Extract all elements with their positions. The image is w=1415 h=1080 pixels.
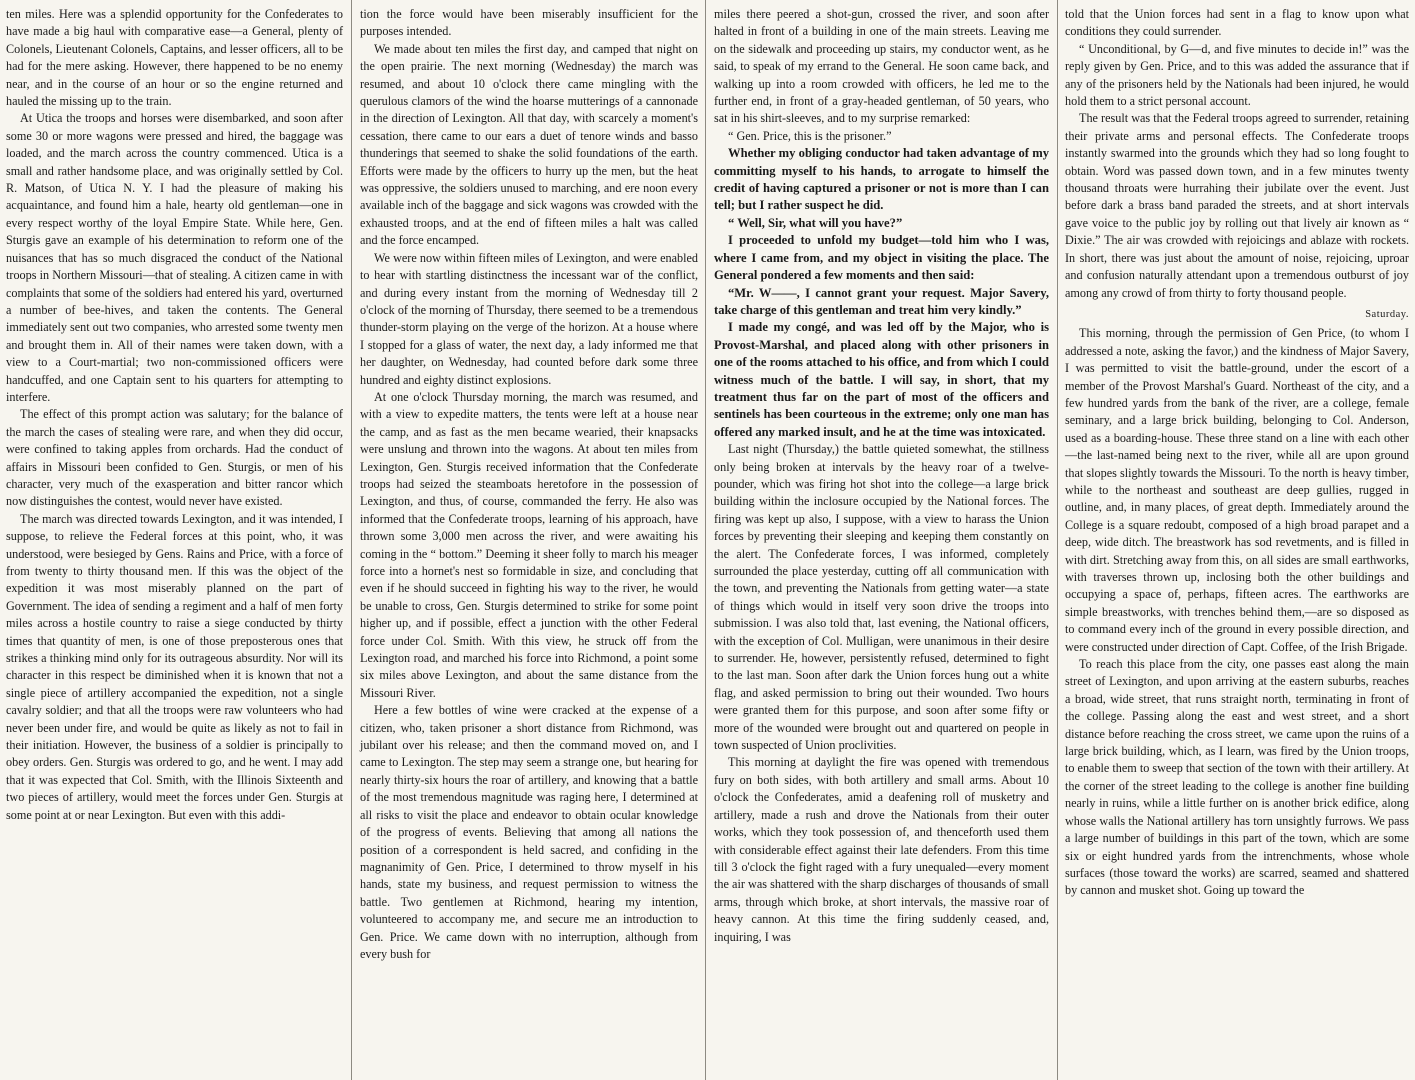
article-paragraph: miles there peered a shot-gun, crossed the river, and soon after halted in front of a building in one of the main streets. Leaving me on the sidewalk and proceeding up stairs, my conductor went, as he said, to speak of my errand to the General. He soon came back, and walking up into a room crowded with officers, he led me to the further end, in front of a gray-headed gentleman, of 50 years, who sat in his shirt-sleeves, and to my surprise remarked:	[714, 7, 1049, 126]
column-divider	[705, 0, 706, 1080]
article-paragraph: I proceeded to unfold my budget—told him who I was, where I came from, and my object in visiting the place. The General pondered a few moments and then said:	[714, 233, 1049, 283]
article-paragraph: tion the force would have been miserably insufficient for the purposes intended.	[360, 7, 698, 39]
article-paragraph: To reach this place from the city, one passes east along the main street of Lexington, and upon arriving at the eastern suburbs, reaches a broad, wide street, that runs straight north, terminating in front of the college. Passing along the east and west street, and a short distance before reaching the cross street, we came upon the ruins of a large brick building, which, as I learn, was fired by the Union troops, to enable them to sweep that section of the town with their artillery. At the corner of the street leading to the college is another fine building nearly in ruins, while a little further on is another brick edifice, along whose walls the National artillery has torn unsightly furrows. We pass a large number of buildings in this part of the town, which are some six or eight hundred yards from the intrenchments, whose whole surfaces (those toward the works) are scarred, seamed and shattered by cannon and musket shot. Going up toward the	[1065, 657, 1409, 898]
article-paragraph: At Utica the troops and horses were disembarked, and soon after some 30 or more wagons were pressed and hired, the baggage was loaded, and the march across the country commenced. Utica is a small and rather handsome place, and was originally settled by Col. R. Matson, of Utica N. Y. I had the pleasure of making his acquaintance, and found him a hale, hearty old gentleman—one in every respect worthy of the loyal Empire State. While here, Gen. Sturgis gave an example of his determination to reform one of the nuisances that has so much disgraced the conduct of the National troops in Northern Missouri—that of stealing. A citizen came in with complaints that some of the soldiers had entered his yard, overturned a number of bee-hives, and taken the contents. The General immediately sent out two companies, who arrested some twenty men and brought them in. All of their names were taken down, with a view to a Court-martial; two non-commissioned officers were handcuffed, and one Captain sent to his quarters for attempting to interfere.	[6, 111, 343, 404]
article-paragraph: Here a few bottles of wine were cracked at the expense of a citizen, who, taken prisoner a short distance from Richmond, was jubilant over his release; and then the command moved on, and I came to Lexington. The step may seem a strange one, but hearing for nearly thirty-six hours the roar of artillery, and knowing that a battle of the most tremendous magnitude was raging here, I determined at all risks to visit the place and endeavor to obtain ocular knowledge of the progress of events. Believing that among all nations the position of a correspondent is held sacred, and confiding in the magnanimity of Gen. Price, I determined to throw myself in his hands, state my business, and request permission to witness the battle. Two gentlemen at Richmond, hearing my intention, volunteered to accompany me, and secure me an introduction to Gen. Price. We came down with no interruption, although from every bush for	[360, 703, 698, 961]
article-paragraph: The march was directed towards Lexington, and it was intended, I suppose, to relieve the Federal forces at this point, who, it was understood, were besieged by Gens. Rains and Price, with a force of from twenty to thirty thousand men. If this was the object of the expedition it was most miserably planned on the part of Government. The idea of sending a regiment and a half of men forty miles across a hostile country to raise a siege conducted by thirty times that quantity of men, is one of those preposterous ones that strikes a thinking mind only for its outrageous absurdity. Nor will its character in this respect be diminished when it is known that not a single piece of artillery accompanied the expedition, not a single cavalry soldier; and that all the troops were raw volunteers who had never been under fire, and would be quite as likely as not to fail in their initiation. However, the business of a soldier is principally to obey orders. Gen. Sturgis was ordered to go, and he went. I may add that it was expected that Col. Smith, with the Illinois Sixteenth and two pieces of artillery, would meet the forces under Gen. Sturgis at some point at or near Lexington. But even with this addi-	[6, 511, 343, 822]
article-paragraph: We made about ten miles the first day, and camped that night on the open prairie. The next morning (Wednesday) the march was resumed, and about 10 o'clock there came mingling with the querulous clamors of the wind the hoarse mutterings of a cannonade in the direction of Lexington. All that day, with scarcely a moment's cessation, there came to our ears a duet of tenore winds and basso thunderings that seemed to shake the solid foundations of the earth. Efforts were made by the officers to hurry up the men, but the heat was oppressive, the soldiers unused to marching, and ere noon every available inch of the baggage and sick wagons was crowded with the exhausted troops, and at the end of fifteen miles a halt was called and the force encamped.	[360, 41, 698, 248]
article-paragraph: Whether my obliging conductor had taken advantage of my committing myself to his hands, to arrogate to himself the credit of having captured a prisoner or not is more than I can tell; but I rather suspect he did.	[714, 146, 1049, 213]
column-2	[354, 0, 704, 1080]
article-paragraph: I made my congé, and was led off by the Major, who is Provost-Marshal, and placed along with other prisoners in one of the rooms attached to his office, and from which I could witness much of the battle. I will say, in short, that my treatment thus far on the part of most of the officers and sentinels has been courteous in the extreme; only one man has offered any marked insult, and he at the time was intoxicated.	[714, 320, 1050, 439]
column-divider	[1057, 0, 1058, 1080]
article-paragraph: “ Unconditional, by G—d, and five minutes to decide in!” was the reply given by Gen. Price, and to this was added the assurance that if any of the prisoners held by the Nationals had been injured, he would hold them to a strict personal account.	[1065, 41, 1409, 109]
article-paragraph: The result was that the Federal troops agreed to surrender, retaining their private arms and personal effects. The Confederate troops instantly swarmed into the grounds which they had so long fought to obtain. Word was passed down town, and in a few minutes twenty thousand throats were hurrahing their jubilate over the event. Just before dark a brass band paraded the streets, and at short intervals gave voice to the public joy by rolling out that lively air known as “ Dixie.” The air was crowded with rejoicings and ablaze with rockets. In short, there was just about the amount of noise, rejoicing, uproar and confusion naturally attendant upon a tremendous outburst of joy among any crowd of from thirty to forty thousand people.	[1065, 111, 1409, 300]
article-paragraph: told that the Union forces had sent in a flag to know upon what conditions they could surrender.	[1065, 7, 1409, 39]
article-paragraph: The effect of this prompt action was salutary; for the balance of the march the cases of stealing were rare, and when they did occur, were confined to taking apples from orchards. Had the conduct of affairs in Missouri been confided to Gen. Sturgis, or men of his character, very much of the exasperation and bitter rancor which now distinguishes the contest, would never have existed.	[6, 407, 343, 509]
article-paragraph: “ Gen. Price, this is the prisoner.”	[728, 128, 892, 143]
section-heading: Saturday.	[1365, 308, 1409, 320]
column-4	[1059, 0, 1415, 1080]
article-paragraph: “Mr. W——, I cannot grant your request. Major Savery, take charge of this gentleman and treat him very kindly.”	[714, 285, 1049, 317]
column-1	[0, 0, 349, 1080]
article-paragraph: “ Well, Sir, what will you have?”	[728, 215, 903, 230]
article-paragraph: This morning at daylight the fire was opened with tremendous fury on both sides, with both artillery and small arms. About 10 o'clock the Confederates, amid a deafening roll of musketry and artillery, made a rush and drove the Nationals from their outer works, which they took possession of, and thenceforth used them with considerable effect against their late defenders. From this time till 3 o'clock the fight raged with a fury unequaled—every moment the air was shattered with the sharp discharges of thousands of small arms, through which broke, at short intervals, the massive roar of heavy cannon. At this time the firing suddenly ceased, and, inquiring, I was	[714, 755, 1049, 944]
article-paragraph: We were now within fifteen miles of Lexington, and were enabled to hear with startling distinctness the incessant war of the conflict, and during every instant from the morning of Wednesday till 2 o'clock of the morning of Thursday, there seemed to be a tremendous thunder-storm playing on the verge of the horizon. At a house where I stopped for a glass of water, the next day, a lady informed me that her daughter, on Wednesday, had counted before dark some three hundred and eighty distinct explosions.	[360, 250, 698, 387]
article-paragraph: Last night (Thursday,) the battle quieted somewhat, the stillness only being broken at intervals by the heavy roar of a twelve-pounder, which was firing hot shot into the college—a large brick building within the inclosure occupied by the National forces. The firing was kept up also, I suppose, with a view to harass the Union forces by preventing their sleeping and keeping them constantly on the alert. The Confederate forces, I was informed, completely surrounded the place yesterday, cutting off all communication with the town, and preventing the Nationals from getting water—a state of things which would in itself very soon drive the troops into submission. I was also told that, last evening, the National officers, with the exception of Col. Mulligan, were unanimous in their desire to surrender. He, however, persistently refused, determined to fight to the last man. Soon after dark the Union forces hung out a white flag, and asked permission to bring out their wounded. Two hours were granted them for this purpose, and soon after some fifty or more of the wounded were brought out and quartered on people in town suspected of Union proclivities.	[714, 442, 1049, 753]
article-paragraph: At one o'clock Thursday morning, the march was resumed, and with a view to expedite matters, the tents were left at a house near the camp, and as fast as the men became wearied, their knapsacks were unslung and thrown into the wagons. At about ten miles from Lexington, Gen. Sturgis received information that the Confederate troops had seized the steamboats heretofore in the possession of Lexington, and thus, of course, commanded the ferry. He also was informed that the Confederate troops, learning of his approach, have thrown some 3,000 men across the river, and were awaiting his coming in the “ bottom.” Deeming it sheer folly to march his meager force into a hornet's nest so formidable in size, and concluding that even if he should succeed in fighting his way to the river, he would be unable to cross, Gen. Sturgis determined to strike for some point higher up, and if possible, effect a junction with the other Federal force under Col. Smith. With this view, he struck off from the Lexington road, and marched his force into Richmond, a point some six miles above Lexington, and about the same distance from the Missouri River.	[360, 389, 698, 700]
column-3	[708, 0, 1055, 1080]
column-divider	[351, 0, 352, 1080]
article-paragraph: ten miles. Here was a splendid opportunity for the Confederates to have made a big haul with comparative ease—a General, plenty of Colonels, Lieutenant Colonels, Captains, and lesser officers, all to be had for the mere asking. However, there happened to be no enemy near, and in the course of an hour or so the engine returned and hauled the missing up to the train.	[6, 7, 343, 109]
article-paragraph: This morning, through the permission of Gen Price, (to whom I addressed a note, asking the favor,) and the kindness of Major Savery, I was permitted to visit the battle-ground, under the escort of a member of the Provost Marshal's Guard. Northeast of the city, and a few hundred yards from the bank of the river, are a college, female seminary, and a large brick building, belonging to Col. Anderson, used as a boarding-house. These three stand on a line with each other—the last-named being next to the river, while all are upon ground that slopes slightly towards the Missouri. To the north is heavy timber, while to the northeast and southeast are deep gullies, rugged in outline, and, in many places, of great depth. Immediately around the College is a square redoubt, composed of a high broad parapet and a deep, wide ditch. The breastwork has sod revetments, and is filled in with dirt. Stretching away from this, on all sides are small earthworks, with traverses thrown up, inclosing both the other buildings and occupying a space of, perhaps, fifteen acres. The earthworks are simple breastworks, with trenches behind them,—are so disposed as to command every inch of the ground in every possible direction, and were constructed under direction of Capt. Coffee, of the Irish Brigade.	[1065, 326, 1409, 654]
